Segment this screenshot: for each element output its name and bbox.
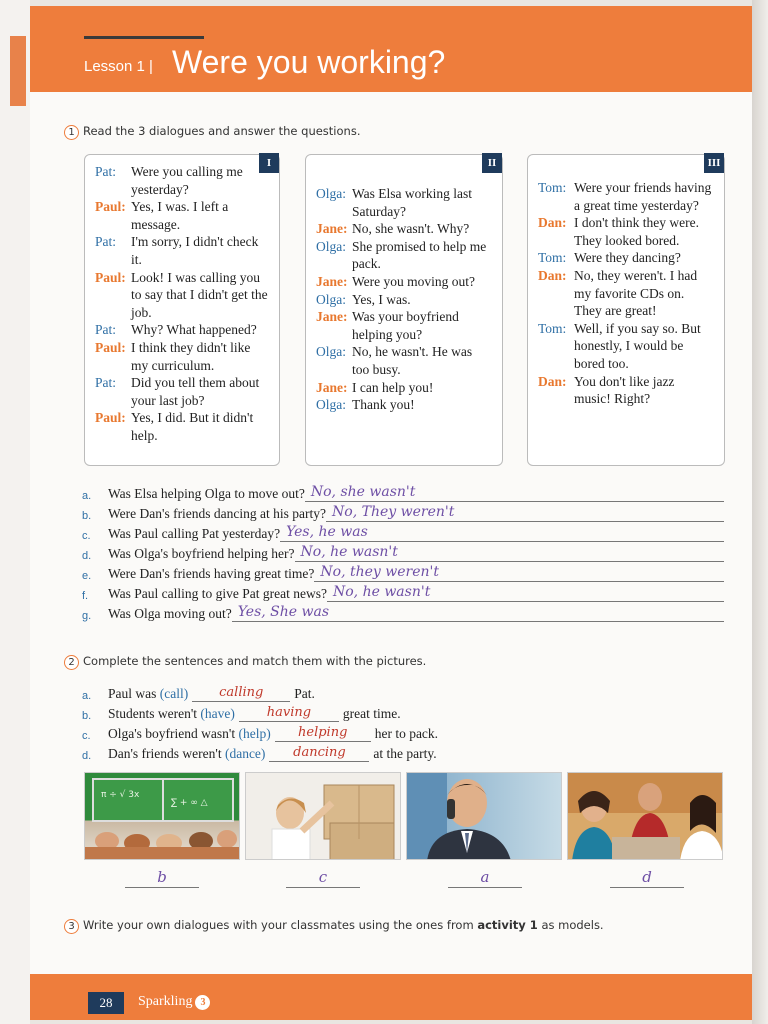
activity2-number: 2 <box>64 655 79 670</box>
speaker-name: Dan: <box>538 373 567 389</box>
question-label: b. <box>82 510 92 522</box>
dialogue-line <box>95 269 269 322</box>
picture-answer-4[interactable]: d <box>610 868 684 888</box>
sentence-label: d. <box>82 750 92 762</box>
speaker-name: Olga: <box>316 344 346 360</box>
dialogue-1-tag: I <box>259 153 279 173</box>
speaker-name: Pat: <box>95 164 117 179</box>
speaker-name: Pat: <box>95 234 117 250</box>
speaker-name: Pat: <box>95 375 117 391</box>
dialogue-line <box>316 185 492 220</box>
question-text: Was Olga moving out? <box>108 606 232 621</box>
speaker-line: She promised to help me pack. <box>352 238 487 272</box>
dialogue-line <box>538 373 714 408</box>
speaker-name: Jane: <box>316 379 348 395</box>
sentence-start: Olga's boyfriend wasn't <box>108 726 236 741</box>
party-illustration <box>568 773 723 860</box>
book-level: 3 <box>195 995 210 1010</box>
activity2-instruction <box>64 654 426 670</box>
speaker-name: Dan: <box>538 267 567 283</box>
speaker-name: Tom: <box>538 180 567 195</box>
verb-hint: (help) <box>238 726 271 741</box>
speaker-name: Olga: <box>316 186 346 201</box>
question-label: e. <box>82 570 92 582</box>
answer-field[interactable]: No, she wasn't <box>305 484 724 502</box>
speaker-name: Olga: <box>316 238 346 254</box>
question-row <box>82 562 724 582</box>
sentence-end: her to pack. <box>374 726 439 741</box>
speaker-name: Paul: <box>95 339 126 355</box>
dialogue-line <box>316 308 492 343</box>
picture-moving-boxes <box>245 772 401 860</box>
dialogue-2-tag: II <box>482 153 502 173</box>
activity3-instruction <box>64 918 604 934</box>
dialogue-line <box>95 198 269 233</box>
speaker-name: Paul: <box>95 269 126 285</box>
speaker-line: I can help you! <box>352 379 434 395</box>
speaker-line: You don't like jazz music! Right? <box>574 373 675 407</box>
activity3-number: 3 <box>64 919 79 934</box>
sentence-row <box>82 702 401 722</box>
speaker-name: Dan: <box>538 215 567 231</box>
activity1-instruction-text: Read the 3 dialogues and answer the questions. <box>83 124 361 138</box>
dialogue-line <box>316 238 492 273</box>
picture-answer-2[interactable]: c <box>286 868 360 888</box>
dialogue-line <box>95 321 269 339</box>
answer-field[interactable]: Yes, he was <box>280 524 724 542</box>
verb-answer-field[interactable]: dancing <box>269 745 369 762</box>
speaker-name: Tom: <box>538 320 567 336</box>
dialogue-line <box>95 409 269 444</box>
speaker-name: Jane: <box>316 309 348 325</box>
speaker-line: I'm sorry, I didn't check it. <box>131 234 259 267</box>
dialogue-3-tag: III <box>704 153 724 173</box>
sentence-start: Paul was <box>108 686 157 701</box>
speaker-line: No, they weren't. I had my favorite CDs on. They are great! <box>574 267 698 319</box>
verb-hint: (have) <box>200 706 235 721</box>
verb-answer-field[interactable]: having <box>239 705 339 722</box>
activity1-instruction <box>64 124 360 140</box>
speaker-name: Pat: <box>95 322 117 338</box>
answer-field[interactable]: No, they weren't <box>314 564 724 582</box>
book-title: Sparkling <box>138 994 193 1009</box>
dialogue-line <box>95 163 269 198</box>
svg-text:π ÷ √ 3x: π ÷ √ 3x <box>101 790 140 800</box>
page-number: 28 <box>88 992 124 1014</box>
speaker-name: Tom: <box>538 250 567 266</box>
speaker-line: Yes, I was. <box>352 291 411 307</box>
dialogue-line <box>538 267 714 320</box>
picture-phone-call <box>406 772 562 860</box>
answer-field[interactable]: No, he wasn't <box>295 544 724 562</box>
dialogue-line <box>316 220 492 238</box>
sentence-start: Students weren't <box>108 706 198 721</box>
question-text: Were Dan's friends dancing at his party? <box>108 506 327 521</box>
dialogue-line <box>316 343 492 378</box>
speaker-line: Was Elsa working last Saturday? <box>352 186 473 219</box>
activity3-instruction-before: Write your own dialogues with your classmates using the ones from <box>83 918 474 932</box>
speaker-line: Were your friends having a great time yesterday? <box>574 180 712 213</box>
dialogue-3 <box>527 154 725 466</box>
speaker-line: Did you tell them about your last job? <box>131 375 260 408</box>
speaker-line: Why? What happened? <box>131 322 257 338</box>
question-label: f. <box>82 590 89 602</box>
speaker-line: Were they dancing? <box>574 250 681 266</box>
picture-classroom <box>84 772 240 860</box>
svg-text:∑ + ∞ △: ∑ + ∞ △ <box>171 798 208 808</box>
activity2-instruction-text: Complete the sentences and match them with the pictures. <box>83 654 427 668</box>
question-row <box>82 542 724 562</box>
question-row <box>82 602 724 622</box>
activity3-instruction-after: as models. <box>541 918 604 932</box>
question-label: d. <box>82 550 92 562</box>
activity1-number: 1 <box>64 125 79 140</box>
dialogue-line <box>538 320 714 373</box>
moving-boxes-illustration <box>246 773 401 860</box>
dialogue-line <box>316 273 492 291</box>
question-row <box>82 582 724 602</box>
speaker-line: I don't think they were. They looked bored. <box>574 215 700 248</box>
question-row <box>82 502 724 522</box>
speaker-name: Paul: <box>95 199 126 215</box>
speaker-name: Olga: <box>316 291 346 307</box>
question-text: Was Paul calling to give Pat great news? <box>108 586 327 601</box>
question-text: Was Paul calling Pat yesterday? <box>108 526 281 541</box>
edge-mark <box>10 36 26 106</box>
picture-answer-3[interactable]: a <box>448 868 522 888</box>
speaker-line: Yes, I was. I left a message. <box>131 199 229 232</box>
dialogue-line <box>538 179 714 214</box>
verb-answer-field[interactable]: helping <box>275 725 371 742</box>
verb-hint: (call) <box>159 686 189 701</box>
page-gutter <box>0 0 30 1024</box>
lesson-header <box>30 6 752 92</box>
speaker-name: Olga: <box>316 397 346 413</box>
speaker-line: Were you calling me yesterday? <box>131 164 243 197</box>
sentence-label: b. <box>82 710 92 722</box>
question-text: Were Dan's friends having great time? <box>108 566 315 581</box>
sentence-label: c. <box>82 730 91 742</box>
dialogue-line <box>316 396 492 414</box>
question-label: a. <box>82 490 92 502</box>
speaker-line: No, he wasn't. He was too busy. <box>352 344 473 377</box>
classroom-illustration <box>85 773 240 860</box>
dialogue-line <box>95 374 269 409</box>
lesson-label: Lesson 1 | <box>84 58 153 75</box>
sentence-end: great time. <box>342 706 401 721</box>
speaker-line: Well, if you say so. But honestly, I would be bored too. <box>574 320 701 371</box>
sentence-row <box>82 722 438 742</box>
question-label: c. <box>82 530 91 542</box>
speaker-line: Were you moving out? <box>352 273 476 289</box>
answer-field[interactable]: Yes, She was <box>232 604 724 622</box>
sentence-row <box>82 742 437 762</box>
speaker-name: Paul: <box>95 410 126 426</box>
dialogue-1 <box>84 154 280 466</box>
speaker-name: Jane: <box>316 273 348 289</box>
answer-field[interactable]: No, They weren't <box>326 504 724 522</box>
picture-party <box>567 772 723 860</box>
speaker-name: Jane: <box>316 221 348 237</box>
dialogue-line <box>538 249 714 267</box>
dialogue-line <box>316 379 492 397</box>
answer-field[interactable]: No, he wasn't <box>327 584 724 602</box>
verb-hint: (dance) <box>224 746 266 761</box>
verb-answer-field[interactable]: calling <box>192 685 290 702</box>
sentence-label: a. <box>82 690 92 702</box>
speaker-line: No, she wasn't. Why? <box>352 221 470 237</box>
sentence-end: at the party. <box>373 746 437 761</box>
speaker-line: Thank you! <box>352 397 415 413</box>
question-label: g. <box>82 610 92 622</box>
speaker-line: I think they didn't like my curriculum. <box>131 339 251 373</box>
dialogue-line <box>316 291 492 309</box>
question-row <box>82 522 724 542</box>
speaker-line: Yes, I did. But it didn't help. <box>131 410 254 443</box>
page-edge-shadow <box>752 0 768 1024</box>
dialogue-line <box>538 214 714 249</box>
speaker-line: Was your boyfriend helping you? <box>352 309 459 342</box>
sentence-row <box>82 682 315 702</box>
header-rule <box>84 36 204 39</box>
lesson-title: Were you working? <box>172 44 446 80</box>
picture-answer-1[interactable]: b <box>125 868 199 888</box>
dialogue-line <box>95 339 269 374</box>
textbook-page <box>30 6 752 1020</box>
activity3-instruction-bold: activity 1 <box>477 918 538 932</box>
phone-call-illustration <box>407 773 562 860</box>
question-text: Was Elsa helping Olga to move out? <box>108 486 305 501</box>
question-text: Was Olga's boyfriend helping her? <box>108 546 295 561</box>
speaker-line: Look! I was calling you to say that I didn't get the job. <box>131 269 268 320</box>
sentence-end: Pat. <box>294 686 315 701</box>
question-row <box>82 482 724 502</box>
dialogue-line <box>95 233 269 268</box>
sentence-start: Dan's friends weren't <box>108 746 222 761</box>
book-brand <box>138 994 210 1010</box>
dialogue-2 <box>305 154 503 466</box>
